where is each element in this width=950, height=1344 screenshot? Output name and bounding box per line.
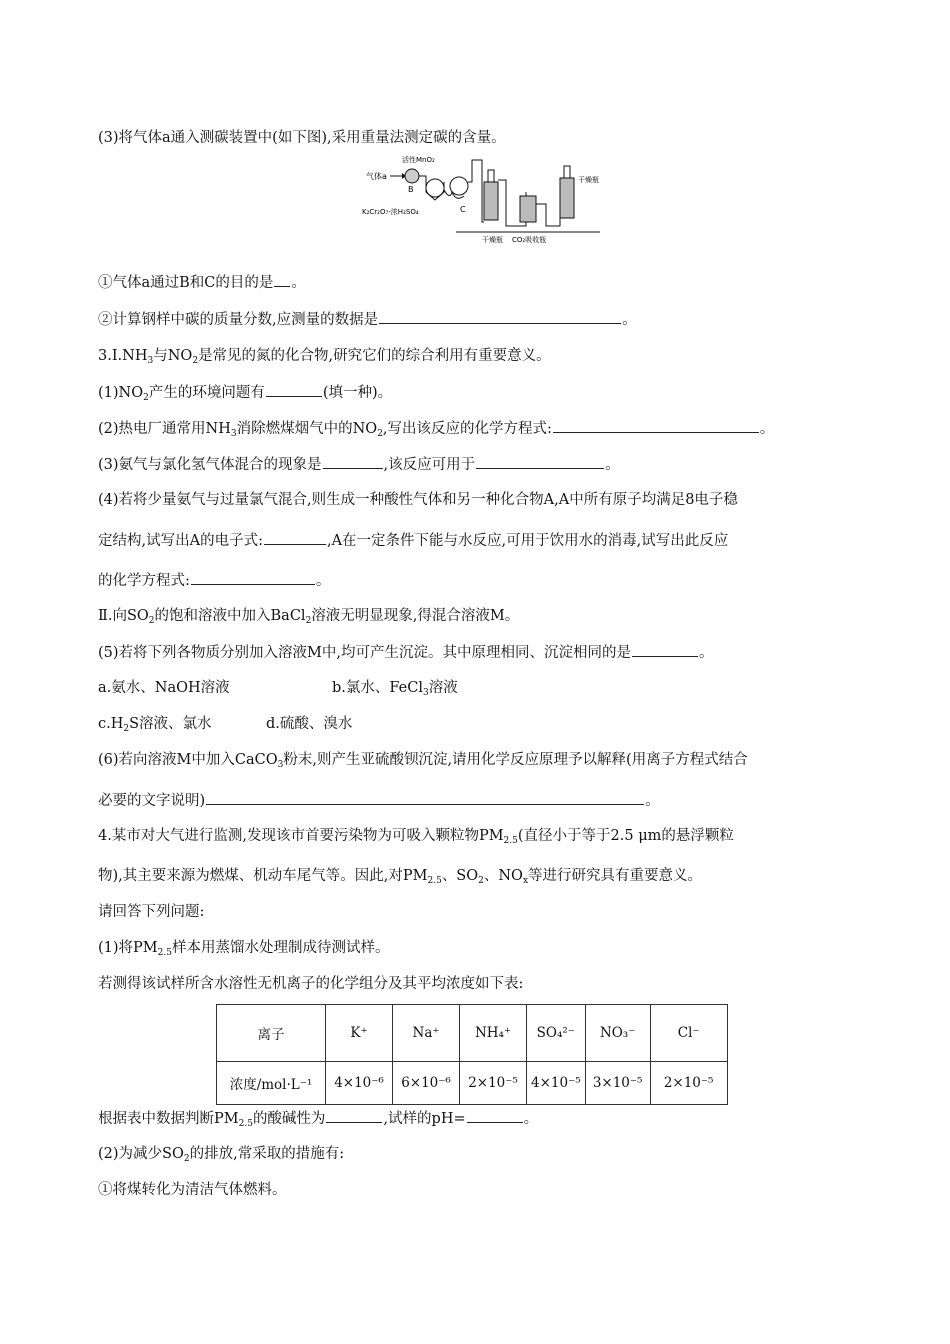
q4-p2-sub1: ①将煤转化为清洁气体燃料。 [98, 1182, 287, 1198]
fig-tube-b [405, 169, 419, 183]
table-cell: 6×10⁻⁶ [393, 1062, 460, 1105]
q3-options-ab [98, 678, 458, 698]
carbon-apparatus-figure [360, 152, 610, 244]
q3-p1: $(1)NO_2$产生的环境问题有 (填一种)。 [98, 382, 392, 403]
table-header-row [217, 1005, 728, 1062]
q3-part3-intro: (3)将气体a通入测碳装置中(如下图),采用重量法测定碳的含量。 [98, 130, 506, 146]
answer-blank[interactable] [264, 530, 326, 545]
answer-blank[interactable] [379, 309, 621, 324]
answer-blank[interactable] [326, 1108, 382, 1123]
answer-blank[interactable] [191, 570, 315, 585]
fig-bulb1 [426, 179, 444, 197]
answer-blank[interactable] [476, 454, 604, 469]
option-d: d.硫酸、溴水 [266, 716, 353, 732]
q3-p5: (5)若将下列各物质分别加入溶液M中,均可产生沉淀。其中原理相同、沉淀相同的是 。 [98, 642, 714, 663]
fig-dry-bottle2 [560, 178, 574, 218]
answer-blank[interactable] [266, 382, 322, 397]
q3-p4-line3: 的化学方程式: 。 [98, 570, 330, 591]
answer-blank[interactable] [206, 790, 644, 805]
answer-blank[interactable] [632, 642, 698, 657]
table-header-cell: NH₄⁺ [460, 1005, 527, 1062]
fig-wash-bottle-c [444, 190, 464, 198]
table-cell: 2×10⁻⁵ [650, 1062, 727, 1105]
q3-part2: Ⅱ.向$SO_2$的饱和溶液中加入BaCl$_2$溶液无明显现象,得混合溶液M。 [98, 608, 520, 626]
q3-part3-sub2: ②计算钢样中碳的质量分数,应测量的数据是 。 [98, 309, 637, 330]
fig-dry-bottle1-label: 干燥瓶 [482, 236, 503, 244]
table-header-cell: SO₄²⁻ [527, 1005, 586, 1062]
q4-ask: 请回答下列问题: [98, 904, 205, 920]
q4-p1-table-intro: 若测得该试样所含水溶性无机离子的化学组分及其平均浓度如下表: [98, 976, 524, 992]
q3-title: $3.Ⅰ.NH_3$与$NO_2$是常见的氮的化合物,研究它们的综合利用有重要意义。 [98, 348, 551, 366]
q4-p1: (1)将$PM_{2.5}$样本用蒸馏水处理制成待测试样。 [98, 940, 390, 958]
q4-p2: (2)为减少$SO_2$的排放,常采取的措施有: [98, 1146, 345, 1164]
table-cell: 2×10⁻⁵ [460, 1062, 527, 1105]
q3-p6-line1: (6)若向溶液M中加入CaCO$_3$粉末,则产生亚硫酸钡沉淀,请用化学反应原理予以解释(用离子方程式结合 [98, 752, 748, 770]
fig-mno2-label: 活性MnO₂ [402, 156, 435, 164]
table-cell: 4×10⁻⁶ [326, 1062, 393, 1105]
q3-options-cd [98, 714, 352, 734]
q4-judge: 根据表中数据判断$PM_{2.5}$的酸碱性为 ,试样的pH= 。 [98, 1108, 538, 1129]
table-header-cell: 离子 [217, 1005, 326, 1062]
answer-blank[interactable] [274, 272, 290, 287]
answer-blank[interactable] [467, 1108, 523, 1123]
fig-reagent-label: K₂Cr₂O₇-浓H₂SO₄ [362, 208, 419, 216]
q3-p3: (3)氨气与氯化氢气体混合的现象是 ,该反应可用于 。 [98, 454, 620, 475]
fig-bulb2 [450, 177, 468, 195]
q4-line1: 4.某市对大气进行监测,发现该市首要污染物为可吸入颗粒物$PM_{2.5}$(直径小于等于2.5 μm的悬浮颗粒 [98, 828, 734, 846]
option-a: a.氨水、NaOH溶液 [98, 680, 230, 696]
answer-blank[interactable] [323, 454, 383, 469]
q3-part3-sub1: ①气体a通过B和C的目的是 。 [98, 272, 306, 293]
table-header-cell: K⁺ [326, 1005, 393, 1062]
fig-pipe1 [468, 160, 484, 222]
fig-dry-bottle2-label: 干燥瓶 [578, 176, 599, 184]
q3-p2: (2)热电厂通常用$NH_3$消除燃煤烟气中的$NO_2$,写出该反应的化学方程式: 。 [98, 418, 774, 439]
fig-co2-bottle [520, 196, 536, 222]
q4-line2: 物),其主要来源为燃煤、机动车尾气等。因此,对$PM_{2.5}$、$SO_2$、$NO_x$等进行研究具有重要意义。 [98, 868, 703, 886]
table-row [217, 1062, 728, 1105]
fig-c-label: C [460, 205, 466, 214]
fig-pipe3 [536, 178, 560, 226]
fig-gas-a-label: 气体a [366, 172, 387, 181]
answer-blank[interactable] [553, 418, 759, 433]
fig-b-label: B [408, 185, 414, 194]
fig-co2-bottle-label: CO₂吸收瓶 [512, 236, 547, 244]
option-c: $c.H_2S$溶液、氯水 [98, 716, 212, 734]
table-header-cell: Cl⁻ [650, 1005, 727, 1062]
table-header-cell: Na⁺ [393, 1005, 460, 1062]
q3-p4-line2: 定结构,试写出A的电子式: ,A在一定条件下能与水反应,可用于饮用水的消毒,试写出此反应 [98, 530, 728, 551]
fig-dry-bottle1 [484, 182, 498, 220]
q3-p4-line1: (4)若将少量氨气与过量氯气混合,则生成一种酸性气体和另一种化合物A,A中所有原子均满足8电子稳 [98, 492, 738, 508]
option-b: b.氯水、FeCl$_3$溶液 [332, 680, 458, 698]
table-cell: 3×10⁻⁵ [585, 1062, 650, 1105]
table-cell: 浓度/mol·L⁻¹ [217, 1062, 326, 1105]
table-cell: 4×10⁻⁵ [527, 1062, 586, 1105]
table-header-cell: NO₃⁻ [585, 1005, 650, 1062]
q3-p6-line2: 必要的文字说明) 。 [98, 790, 660, 811]
ion-concentration-table [216, 1004, 728, 1105]
